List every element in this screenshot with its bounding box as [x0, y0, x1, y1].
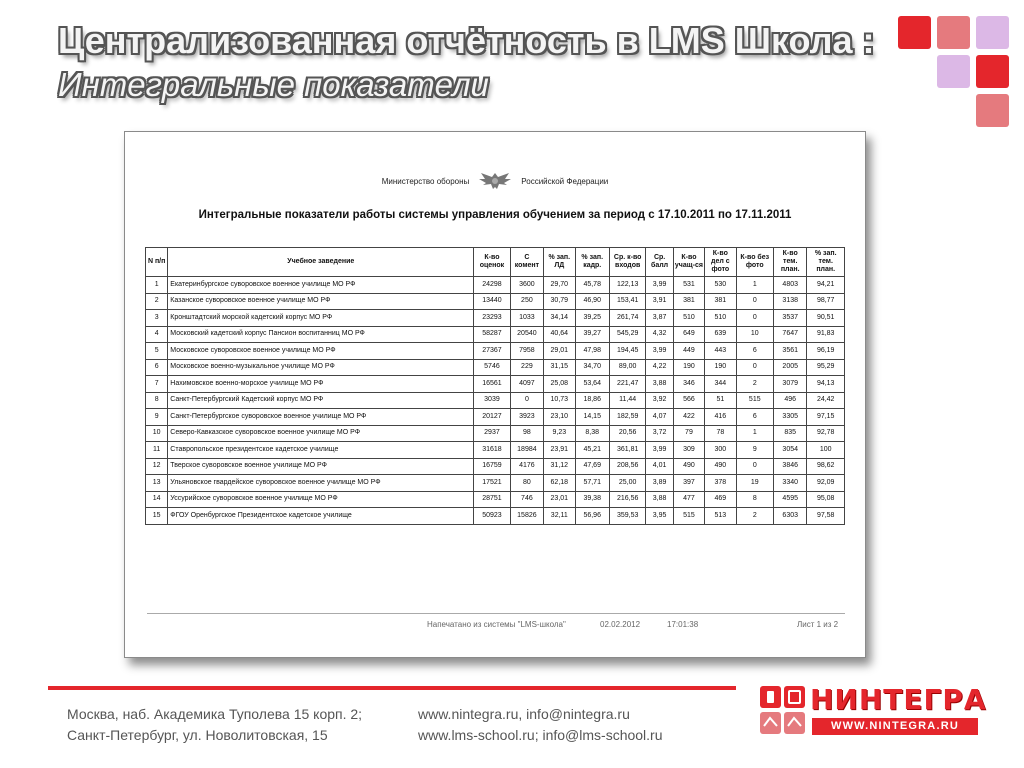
table-header-row [146, 248, 845, 277]
table-cell: 47,98 [575, 343, 609, 360]
table-cell: 531 [673, 277, 704, 294]
table-cell: 23,10 [544, 409, 575, 426]
institution-name-cell: Екатеринбургское суворовское военное училище МО РФ [168, 277, 474, 294]
table-cell: 13440 [474, 293, 510, 310]
table-cell: 746 [510, 491, 543, 508]
table-cell: 13 [146, 475, 168, 492]
table-cell: 39,38 [575, 491, 609, 508]
table-cell: 229 [510, 359, 543, 376]
table-cell: 19 [736, 475, 773, 492]
table-cell: 3,92 [646, 392, 673, 409]
table-cell: 3,88 [646, 491, 673, 508]
table-cell: 62,18 [544, 475, 575, 492]
table-cell: 4,07 [646, 409, 673, 426]
contact-nintegra[interactable]: www.nintegra.ru, info@nintegra.ru [418, 706, 630, 722]
table-cell: 3,99 [646, 343, 673, 360]
table-cell: 98,62 [807, 458, 845, 475]
table-cell: 490 [673, 458, 704, 475]
institution-name-cell: Ульяновское гвардейское суворовское военное училище МО РФ [168, 475, 474, 492]
column-header: К-во без фото [736, 248, 773, 277]
table-cell: 7647 [774, 326, 807, 343]
table-cell: 14 [146, 491, 168, 508]
table-cell: 5746 [474, 359, 510, 376]
table-cell: 58287 [474, 326, 510, 343]
table-cell: 378 [705, 475, 736, 492]
table-row [146, 491, 845, 508]
table-cell: 15826 [510, 508, 543, 525]
table-cell: 3923 [510, 409, 543, 426]
institution-name-cell: Санкт-Петербургский Кадетский корпус МО РФ [168, 392, 474, 409]
table-cell: 6 [736, 409, 773, 426]
table-cell: 2 [736, 376, 773, 393]
table-cell: 639 [705, 326, 736, 343]
table-cell: 0 [736, 359, 773, 376]
column-header: К-во тем. план. [774, 248, 807, 277]
institution-name-cell: Северо-Кавказское суворовское военное училище МО РФ [168, 425, 474, 442]
table-cell: 31,15 [544, 359, 575, 376]
column-header: С комент [510, 248, 543, 277]
table-cell: 29,70 [544, 277, 575, 294]
table-cell: 25,08 [544, 376, 575, 393]
table-cell: 381 [673, 293, 704, 310]
table-cell: 23,01 [544, 491, 575, 508]
table-cell: 92,09 [807, 475, 845, 492]
nintegra-logo-icon [760, 686, 806, 738]
table-cell: 9 [736, 442, 773, 459]
table-cell: 6 [146, 359, 168, 376]
table-cell: 79 [673, 425, 704, 442]
table-cell: 3,95 [646, 508, 673, 525]
institution-name-cell: Уссурийское суворовское военное училище МО РФ [168, 491, 474, 508]
table-cell: 0 [736, 310, 773, 327]
table-cell: 30,79 [544, 293, 575, 310]
table-cell: 1033 [510, 310, 543, 327]
table-cell: 422 [673, 409, 704, 426]
table-cell: 40,64 [544, 326, 575, 343]
address-moscow: Москва, наб. Академика Туполева 15 корп. 2; [67, 706, 363, 722]
table-cell: 20,56 [609, 425, 645, 442]
table-cell: 39,25 [575, 310, 609, 327]
table-cell: 16561 [474, 376, 510, 393]
table-cell: 346 [673, 376, 704, 393]
indicators-table [145, 247, 845, 525]
table-row [146, 458, 845, 475]
table-cell: 153,41 [609, 293, 645, 310]
table-cell: 4 [146, 326, 168, 343]
institution-name-cell: ФГОУ Оренбургское Президентское кадетское училище [168, 508, 474, 525]
footer-date: 02.02.2012 [600, 620, 641, 629]
column-header: N п/п [146, 248, 168, 277]
table-cell: 11 [146, 442, 168, 459]
institution-name-cell: Московский кадетский корпус Пансион воспитанниц МО РФ [168, 326, 474, 343]
table-cell: 92,78 [807, 425, 845, 442]
column-header: Учебное заведение [168, 248, 474, 277]
table-cell: 80 [510, 475, 543, 492]
table-cell: 2937 [474, 425, 510, 442]
decor-square [898, 16, 931, 49]
institution-name-cell: Ставропольское президентское кадетское училище [168, 442, 474, 459]
table-cell: 649 [673, 326, 704, 343]
table-row [146, 409, 845, 426]
table-cell: 56,96 [575, 508, 609, 525]
table-cell: 0 [510, 392, 543, 409]
table-cell: 46,90 [575, 293, 609, 310]
table-row [146, 508, 845, 525]
table-row [146, 442, 845, 459]
decor-square [937, 16, 970, 49]
column-header: Ср. к-во входов [609, 248, 645, 277]
table-cell: 1 [146, 277, 168, 294]
table-cell: 3,89 [646, 475, 673, 492]
table-cell: 3600 [510, 277, 543, 294]
table-cell: 4803 [774, 277, 807, 294]
footer-printed-from: Напечатано из системы "LMS-школа" [427, 620, 566, 629]
table-cell: 16759 [474, 458, 510, 475]
table-cell: 3,87 [646, 310, 673, 327]
table-cell: 300 [705, 442, 736, 459]
table-row [146, 310, 845, 327]
ministry-right-text: Российской Федерации [521, 176, 609, 186]
table-cell: 515 [673, 508, 704, 525]
table-cell: 216,56 [609, 491, 645, 508]
table-cell: 190 [705, 359, 736, 376]
table-cell: 12 [146, 458, 168, 475]
table-cell: 100 [807, 442, 845, 459]
institution-name-cell: Кронштадтский морской кадетский корпус МО РФ [168, 310, 474, 327]
table-cell: 496 [774, 392, 807, 409]
table-cell: 3,91 [646, 293, 673, 310]
table-cell: 3340 [774, 475, 807, 492]
table-cell: 34,70 [575, 359, 609, 376]
column-header: К-во оценок [474, 248, 510, 277]
table-row [146, 392, 845, 409]
table-row [146, 359, 845, 376]
table-cell: 182,59 [609, 409, 645, 426]
decor-square [976, 16, 1009, 49]
table-cell: 3054 [774, 442, 807, 459]
table-cell: 24,42 [807, 392, 845, 409]
table-cell: 4,22 [646, 359, 673, 376]
institution-name-cell: Московское военно-музыкальное училище МО РФ [168, 359, 474, 376]
table-cell: 477 [673, 491, 704, 508]
table-cell: 32,11 [544, 508, 575, 525]
table-cell: 7958 [510, 343, 543, 360]
institution-name-cell: Казанское суворовское военное училище МО РФ [168, 293, 474, 310]
footer-time: 17:01:38 [667, 620, 699, 629]
report-title: Интегральные показатели работы системы управления обучением за период с 17.10.2011 по 17.11.2011 [198, 209, 792, 221]
table-cell: 45,21 [575, 442, 609, 459]
slide-title: Централизованная отчётность в LMS Школа : [58, 20, 875, 61]
table-cell: 309 [673, 442, 704, 459]
table-cell: 397 [673, 475, 704, 492]
table-cell: 3138 [774, 293, 807, 310]
table-cell: 530 [705, 277, 736, 294]
slide-subtitle: Интегральные показатели [58, 66, 489, 103]
table-row [146, 326, 845, 343]
address-spb: Санкт-Петербург, ул. Новолитовская, 15 [67, 727, 328, 743]
decor-square [976, 55, 1009, 88]
table-cell: 97,15 [807, 409, 845, 426]
table-cell: 221,47 [609, 376, 645, 393]
eagle-emblem-icon [477, 170, 513, 192]
table-cell: 6 [736, 343, 773, 360]
institution-name-cell: Московское суворовское военное училище МО РФ [168, 343, 474, 360]
table-cell: 3846 [774, 458, 807, 475]
table-cell: 27367 [474, 343, 510, 360]
table-cell: 95,29 [807, 359, 845, 376]
table-cell: 566 [673, 392, 704, 409]
ministry-header [125, 170, 865, 192]
table-cell: 3079 [774, 376, 807, 393]
table-cell: 416 [705, 409, 736, 426]
table-cell: 91,83 [807, 326, 845, 343]
column-header: Ср. балл [646, 248, 673, 277]
table-cell: 3,72 [646, 425, 673, 442]
table-cell: 4595 [774, 491, 807, 508]
table-cell: 4,01 [646, 458, 673, 475]
table-cell: 443 [705, 343, 736, 360]
table-cell: 8 [146, 392, 168, 409]
table-cell: 3561 [774, 343, 807, 360]
table-cell: 10 [146, 425, 168, 442]
table-cell: 45,78 [575, 277, 609, 294]
table-cell: 34,14 [544, 310, 575, 327]
table-row [146, 293, 845, 310]
nintegra-logo-text: НИНТЕГРА [810, 683, 987, 716]
table-cell: 17521 [474, 475, 510, 492]
table-cell: 1 [736, 425, 773, 442]
table-cell: 89,00 [609, 359, 645, 376]
column-header: % зап. тем. план. [807, 248, 845, 277]
table-cell: 96,19 [807, 343, 845, 360]
table-row [146, 277, 845, 294]
column-header: К-во учащ-ся [673, 248, 704, 277]
institution-name-cell: Санкт-Петербургское суворовское военное училище МО РФ [168, 409, 474, 426]
table-cell: 344 [705, 376, 736, 393]
table-cell: 490 [705, 458, 736, 475]
column-header: % зап. ЛД [544, 248, 575, 277]
table-cell: 3537 [774, 310, 807, 327]
table-cell: 835 [774, 425, 807, 442]
table-cell: 361,81 [609, 442, 645, 459]
table-cell: 4,32 [646, 326, 673, 343]
table-cell: 50923 [474, 508, 510, 525]
table-cell: 510 [673, 310, 704, 327]
table-cell: 20127 [474, 409, 510, 426]
table-cell: 94,13 [807, 376, 845, 393]
table-cell: 3,99 [646, 277, 673, 294]
nintegra-logo-url[interactable]: WWW.NINTEGRA.RU [812, 718, 978, 735]
table-cell: 359,53 [609, 508, 645, 525]
table-cell: 3305 [774, 409, 807, 426]
table-cell: 6303 [774, 508, 807, 525]
table-cell: 5 [146, 343, 168, 360]
table-cell: 28751 [474, 491, 510, 508]
table-cell: 18,86 [575, 392, 609, 409]
table-cell: 31618 [474, 442, 510, 459]
table-cell: 8 [736, 491, 773, 508]
table-cell: 39,27 [575, 326, 609, 343]
table-cell: 24298 [474, 277, 510, 294]
table-cell: 469 [705, 491, 736, 508]
table-cell: 208,56 [609, 458, 645, 475]
table-cell: 95,08 [807, 491, 845, 508]
table-body [146, 277, 845, 525]
table-row [146, 425, 845, 442]
table-cell: 122,13 [609, 277, 645, 294]
table-cell: 7 [146, 376, 168, 393]
table-cell: 14,15 [575, 409, 609, 426]
table-cell: 29,01 [544, 343, 575, 360]
ministry-left-text: Министерство обороны [381, 176, 470, 186]
decor-square [937, 55, 970, 88]
table-cell: 31,12 [544, 458, 575, 475]
table-cell: 8,38 [575, 425, 609, 442]
column-header: К-во дел с фото [705, 248, 736, 277]
table-cell: 513 [705, 508, 736, 525]
contact-lms-school[interactable]: www.lms-school.ru; info@lms-school.ru [418, 727, 663, 743]
table-cell: 0 [736, 458, 773, 475]
table-row [146, 343, 845, 360]
footer-page: Лист 1 из 2 [797, 620, 839, 629]
table-cell: 2005 [774, 359, 807, 376]
table-cell: 4097 [510, 376, 543, 393]
table-cell: 545,29 [609, 326, 645, 343]
table-cell: 510 [705, 310, 736, 327]
table-cell: 25,00 [609, 475, 645, 492]
table-cell: 23,91 [544, 442, 575, 459]
table-cell: 3 [146, 310, 168, 327]
table-cell: 0 [736, 293, 773, 310]
table-cell: 98 [510, 425, 543, 442]
table-cell: 94,21 [807, 277, 845, 294]
table-cell: 2 [736, 508, 773, 525]
table-cell: 90,51 [807, 310, 845, 327]
table-cell: 9,23 [544, 425, 575, 442]
table-cell: 57,71 [575, 475, 609, 492]
table-cell: 3,99 [646, 442, 673, 459]
report-document [124, 131, 866, 658]
table-cell: 449 [673, 343, 704, 360]
table-cell: 18984 [510, 442, 543, 459]
table-cell: 3039 [474, 392, 510, 409]
column-header: % зап. кадр. [575, 248, 609, 277]
table-cell: 381 [705, 293, 736, 310]
table-row [146, 475, 845, 492]
table-cell: 51 [705, 392, 736, 409]
table-cell: 4176 [510, 458, 543, 475]
table-cell: 23293 [474, 310, 510, 327]
table-cell: 11,44 [609, 392, 645, 409]
table-cell: 53,64 [575, 376, 609, 393]
footer-red-line [48, 686, 736, 690]
table-cell: 194,45 [609, 343, 645, 360]
table-cell: 47,69 [575, 458, 609, 475]
table-cell: 98,77 [807, 293, 845, 310]
table-cell: 190 [673, 359, 704, 376]
table-cell: 9 [146, 409, 168, 426]
table-cell: 250 [510, 293, 543, 310]
table-cell: 3,88 [646, 376, 673, 393]
table-cell: 15 [146, 508, 168, 525]
table-cell: 78 [705, 425, 736, 442]
institution-name-cell: Тверское суворовское военное училище МО РФ [168, 458, 474, 475]
table-cell: 2 [146, 293, 168, 310]
table-cell: 515 [736, 392, 773, 409]
table-row [146, 376, 845, 393]
table-cell: 97,58 [807, 508, 845, 525]
footer-divider [147, 613, 845, 614]
table-cell: 261,74 [609, 310, 645, 327]
decor-square [976, 94, 1009, 127]
table-cell: 10,73 [544, 392, 575, 409]
table-cell: 10 [736, 326, 773, 343]
table-cell: 20540 [510, 326, 543, 343]
institution-name-cell: Нахимовское военно-морское училище МО РФ [168, 376, 474, 393]
table-cell: 1 [736, 277, 773, 294]
